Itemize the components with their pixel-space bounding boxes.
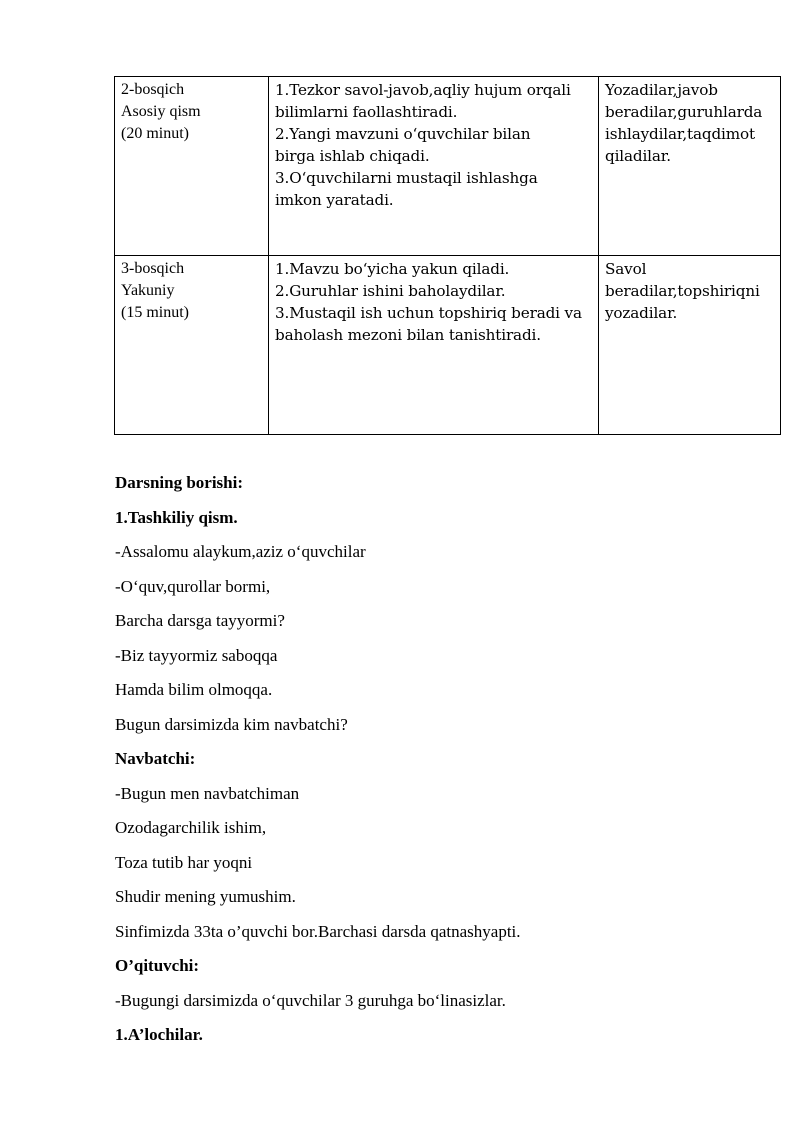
teacher-line: 1.Mavzu bo‘yicha yakun qiladi. xyxy=(275,260,510,278)
student-line: Savol xyxy=(605,260,647,278)
stage-line: (15 minut) xyxy=(121,304,189,321)
text-line: -Assalomu alaykum,aziz o‘quvchilar xyxy=(115,542,366,561)
teacher-line: 2.Guruhlar ishini baholaydilar. xyxy=(275,282,506,300)
student-line: yozadilar. xyxy=(605,304,678,322)
table-row xyxy=(115,77,781,256)
teacher-line: baholash mezoni bilan tanishtiradi. xyxy=(275,326,541,344)
text-line: Sinfimizda 33ta o’quvchi bor.Barchasi darsda qatnashyapti. xyxy=(115,921,521,941)
stage-cell xyxy=(115,77,269,256)
text-line: Shudir mening yumushim. xyxy=(115,887,296,906)
student-activity-cell xyxy=(599,77,781,256)
stage-line: 3-bosqich xyxy=(121,260,185,277)
teacher-activity-cell xyxy=(269,256,599,435)
text-line: -Bugungi darsimizda o‘quvchilar 3 guruhga bo‘linasizlar. xyxy=(115,990,506,1010)
student-line: ishlaydilar,taqdimot xyxy=(605,125,755,143)
section-heading: 1.A’lochilar. xyxy=(115,1025,203,1044)
student-activity-cell xyxy=(599,256,781,435)
text-line: Bugun darsimizda kim navbatchi? xyxy=(115,714,348,734)
teacher-line: imkon yaratadi. xyxy=(275,191,394,209)
text-line: Ozodagarchilik ishim, xyxy=(115,818,267,837)
stage-line: Yakuniy xyxy=(121,282,175,299)
text-line: Hamda bilim olmoqqa. xyxy=(115,680,273,699)
student-line: Yozadilar,javob xyxy=(605,81,718,99)
speaker-heading: O’qituvchi: xyxy=(115,956,200,975)
lesson-progress-section xyxy=(115,466,755,1053)
student-line: beradilar,topshiriqni xyxy=(605,282,760,300)
text-line: -Biz tayyormiz saboqqa xyxy=(115,645,278,665)
teacher-line: 3.O‘quvchilarni mustaqil ishlashga xyxy=(275,169,538,187)
student-line: beradilar,guruhlarda xyxy=(605,103,763,121)
section-heading: Darsning borishi: xyxy=(115,473,243,492)
stage-line: Asosiy qism xyxy=(121,103,201,120)
teacher-activity-cell xyxy=(269,77,599,256)
table-row xyxy=(115,256,781,435)
student-line: qiladilar. xyxy=(605,147,671,165)
stage-line: (20 minut) xyxy=(121,125,189,142)
speaker-heading: Navbatchi: xyxy=(115,749,196,768)
text-line: Toza tutib har yoqni xyxy=(115,852,253,872)
teacher-line: 1.Tezkor savol-javob,aqliy hujum orqali xyxy=(275,81,571,99)
teacher-line: 2.Yangi mavzuni o‘quvchilar bilan xyxy=(275,125,531,143)
section-heading: 1.Tashkiliy qism. xyxy=(115,507,238,527)
text-line: -O‘quv,qurollar bormi, xyxy=(115,576,271,596)
stage-cell xyxy=(115,256,269,435)
teacher-line: bilimlarni faollashtiradi. xyxy=(275,103,458,121)
teacher-line: 3.Mustaqil ish uchun topshiriq beradi va xyxy=(275,304,582,322)
text-line: Barcha darsga tayyormi? xyxy=(115,611,285,630)
teacher-line: birga ishlab chiqadi. xyxy=(275,147,430,165)
stage-line: 2-bosqich xyxy=(121,81,185,98)
text-line: -Bugun men navbatchiman xyxy=(115,783,300,803)
lesson-plan-table xyxy=(114,76,781,435)
